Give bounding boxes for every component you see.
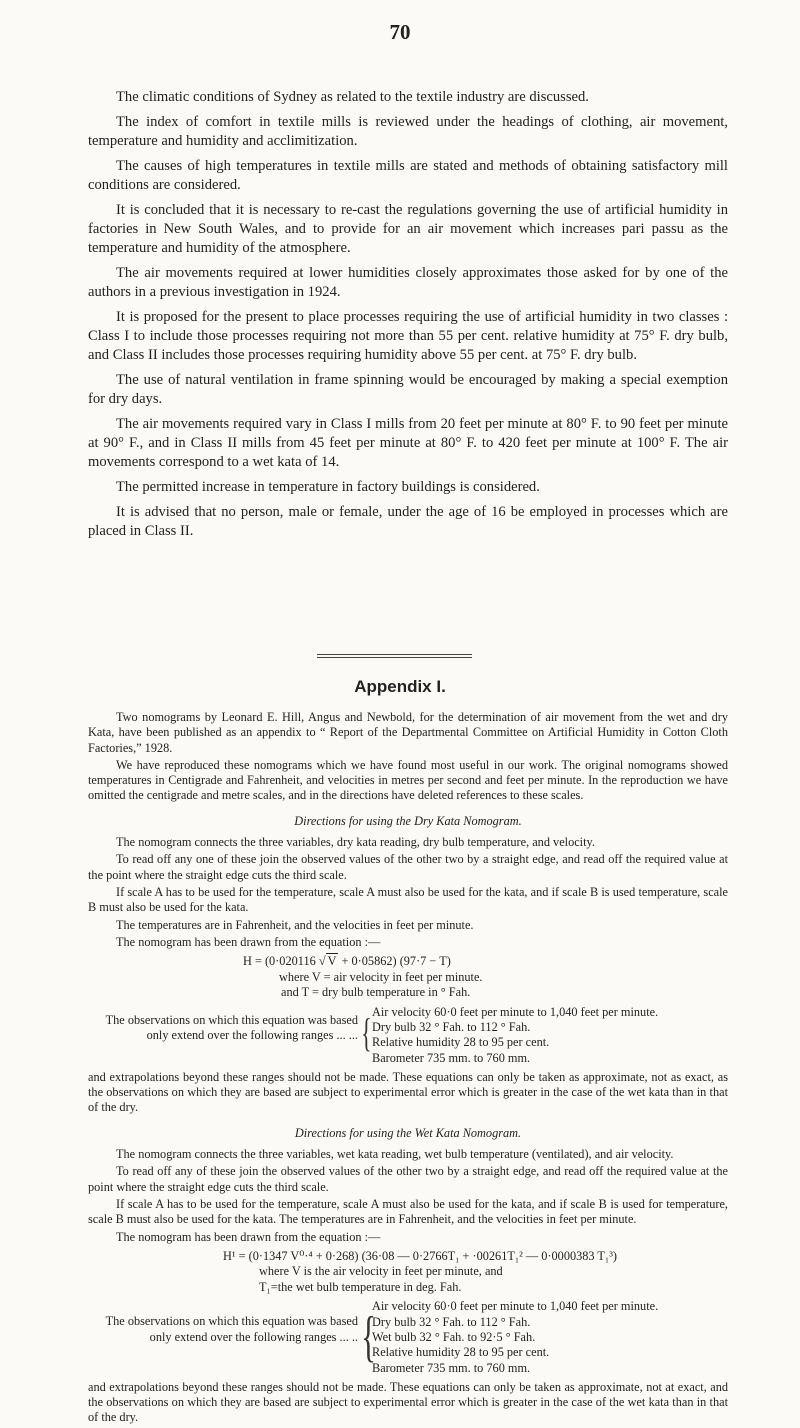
dry-kata-paragraph: If scale A has to be used for the temperature, scale A must also be used for the kata, and if scale B is used temperature, scale B must also be used for the kata. — [88, 884, 728, 915]
range-item: Wet bulb 32 ° Fah. to 92·5 ° Fah. — [372, 1329, 536, 1344]
wet-kata-paragraph: To read off any of these join the observed values of the other two by a straight edge, and read off the required value at the point where the straight edge cuts the third scale. — [88, 1164, 728, 1194]
brace-symbol: { — [361, 1009, 372, 1055]
wet-kata-closing: and extrapolations beyond these ranges should not be made. These equations can only be taken as approximate, not at exact, and the observations on which they are based are subject to experimental error which is greater in the case of the wet kata than in that of the dry. — [88, 1379, 728, 1425]
section-divider — [317, 654, 472, 655]
dry-kata-paragraph: The temperatures are in Fahrenheit, and the velocities in feet per minute. — [116, 917, 474, 932]
summary-paragraph: The climatic conditions of Sydney as related to the textile industry are discussed. — [116, 89, 589, 105]
brace-symbol: { — [361, 1306, 376, 1369]
range-item: Relative humidity 28 to 95 per cent. — [372, 1035, 550, 1050]
equation-definition: where V is the air velocity in feet per minute, and — [259, 1264, 503, 1279]
summary-paragraph: The air movements required vary in Class I mills from 20 feet per minute at 80° F. to 90 feet per minute at 90° F., and in Class II mills from 45 feet per minute at 80° F. to 420 feet per minute at 100° F. The air movements correspond to a wet kata of 14. — [88, 416, 728, 470]
wet-kata-paragraph: The nomogram connects the three variables, wet kata reading, wet bulb temperature (ventilated), and air velocity. — [116, 1147, 674, 1162]
section-divider — [317, 657, 472, 658]
dry-kata-paragraph: The nomogram connects the three variables, dry kata reading, dry bulb temperature, and velocity. — [116, 835, 595, 850]
summary-paragraph: It is advised that no person, male or female, under the age of 16 be employed in processes which are placed in Class II. — [88, 504, 728, 539]
wet-kata-heading: Directions for using the Wet Kata Nomogram. — [294, 1125, 522, 1140]
range-item: Air velocity 60·0 feet per minute to 1,040 feet per minute. — [372, 1004, 659, 1019]
ranges-lead-text: only extend over the following ranges ... .. — [149, 1329, 358, 1344]
ranges-lead-text: The observations on which this equation was based — [105, 1314, 358, 1329]
sqrt-symbol: √ — [318, 954, 326, 969]
appendix-intro-paragraph: We have reproduced these nomograms which we have found most useful in our work. The original nomograms showed temperatures in Centigrade and Fahrenheit, and velocities in metres per second and feet per minute. In the reproduction we have omitted the centigrade and metre scales, and in the directions have deleted references to these scales. — [88, 757, 728, 803]
range-item: Air velocity 60·0 feet per minute to 1,040 feet per minute. — [372, 1299, 659, 1314]
dry-kata-ranges — [88, 1005, 728, 1066]
wet-kata-equation — [88, 1249, 728, 1296]
wet-kata-paragraph: The nomogram has been drawn from the equation :— — [116, 1229, 381, 1244]
appendix-title: Appendix I. — [354, 677, 446, 696]
equation-suffix: + 0·05862) (97·7 − T) — [338, 954, 451, 969]
equation-prefix: H = (0·020116 — [243, 954, 319, 969]
dry-kata-closing: and extrapolations beyond these ranges should not be made. These equations can only be taken as approximate, not as exact, as the observations on which they are based are subject to experimental error which is greater in the case of the wet kata than in that of the dry. — [88, 1069, 728, 1115]
sqrt-argument: V — [327, 954, 337, 969]
dry-kata-heading: Directions for using the Dry Kata Nomogram. — [294, 813, 522, 828]
range-item: Barometer 735 mm. to 760 mm. — [372, 1360, 531, 1375]
range-item: Relative humidity 28 to 95 per cent. — [372, 1345, 550, 1360]
equation-line — [243, 954, 728, 970]
appendix-intro-paragraph: Two nomograms by Leonard E. Hill, Angus and Newbold, for the determination of air movement from the wet and dry Kata, have been published as an appendix to “ Report of the Departmental Committee on Artificial Humidity in Cotton Cloth Factories,” 1928. — [88, 710, 728, 755]
summary-paragraph: The permitted increase in temperature in factory buildings is considered. — [116, 479, 540, 495]
dry-kata-paragraph: To read off any one of these join the observed values of the other two by a straight edge, and read off the required value at the point where the straight edge cuts the third scale. — [88, 852, 728, 882]
equation-definition: T₁=the wet bulb temperature in deg. Fah. — [259, 1279, 462, 1294]
range-item: Barometer 735 mm. to 760 mm. — [372, 1050, 531, 1065]
summary-paragraph: It is concluded that it is necessary to re-cast the regulations governing the use of artificial humidity in factories in New South Wales, and to provide for an air movement which increases pari passu as the temperature and humidity of the atmosphere. — [88, 202, 728, 256]
wet-kata-paragraph: If scale A has to be used for the temperature, scale A must also be used for the kata, and if scale B is used for temperature, scale B must also be used for the kata. The temperatures are in Fahrenheit, and the velocities in feet per minute. — [88, 1196, 728, 1227]
dry-kata-paragraph: The nomogram has been drawn from the equation :— — [116, 934, 381, 949]
ranges-lead-text: The observations on which this equation was based — [105, 1012, 358, 1027]
page-number: 70 — [389, 20, 411, 44]
equation-definition: and T = dry bulb temperature in ° Fah. — [281, 985, 471, 1000]
summary-paragraph: The air movements required at lower humidities closely approximates those asked for by one of the authors in a previous investigation in 1924. — [88, 265, 728, 300]
appendix-body — [88, 710, 728, 1428]
range-item: Dry bulb 32 ° Fah. to 112 ° Fah. — [372, 1314, 531, 1329]
wet-kata-ranges — [88, 1299, 728, 1375]
summary-paragraph: It is proposed for the present to place processes requiring the use of artificial humidity in two classes : Class I to include those processes requiring not more than 55 per cent. relative humidity at 75° F. dry bulb, and Class II includes those processes requiring humidity above 55 per cent. at 75° F. dry bulb. — [88, 309, 728, 363]
summary-paragraph: The use of natural ventilation in frame spinning would be encouraged by making a special exemption for dry days. — [88, 372, 728, 407]
summary-paragraph: The index of comfort in textile mills is reviewed under the headings of clothing, air movement, temperature and humidity and acclimitization. — [88, 114, 728, 149]
dry-kata-equation — [88, 954, 728, 1001]
summary-paragraph: The causes of high temperatures in textile mills are stated and methods of obtaining satisfactory mill conditions are considered. — [88, 158, 728, 193]
equation-definition: where V = air velocity in feet per minute. — [279, 969, 483, 984]
range-item: Dry bulb 32 ° Fah. to 112 ° Fah. — [372, 1019, 531, 1034]
ranges-lead-text: only extend over the following ranges ... ... — [146, 1027, 358, 1042]
summary-section — [88, 88, 728, 547]
equation-line: H¹ = (0·1347 V⁰·⁴ + 0·268) (36·08 — 0·2766T₁ + ·00261T₁² — 0·0000383 T₁³) — [223, 1248, 617, 1263]
